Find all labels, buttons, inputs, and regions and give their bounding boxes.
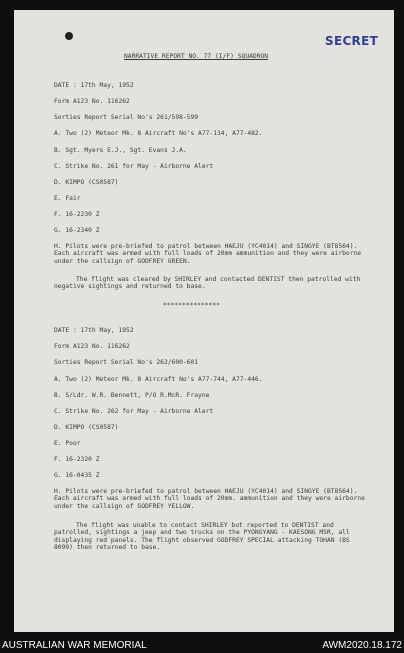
mission1-sorties: Sorties Report Serial No's 261/598-599: [54, 114, 199, 121]
mission1-summary: The flight was cleared by SHIRLEY and contacted DENTIST then patrolled with negative sightings and returned to base.: [54, 276, 361, 291]
secret-stamp: SECRET: [325, 34, 379, 48]
mission1-item-d: D. KIMPO (CS0587): [54, 179, 119, 186]
mission2-sorties: Sorties Report Serial No's 262/600-601: [54, 359, 199, 366]
mission1-item-e: E. Fair: [54, 195, 81, 202]
mission2-item-g: G. 16-0435 Z: [54, 472, 100, 479]
punch-hole-mark: [65, 32, 73, 40]
mission1-item-c: C. Strike No. 261 for May - Airborne Alert: [54, 163, 214, 170]
mission2-item-b: B. S/Ldr. W.R. Bennett, P/O R.McR. Frayne: [54, 392, 210, 399]
mission1-date: DATE : 17th May, 1952: [54, 82, 134, 89]
mission2-summary: The flight was unable to contact SHIRLEY but reported to DENTIST and patrolled, sightings a jeep and two trucks on the PYONGYANG - KAESONG MSR, all displaying red panels. The flight observed GODFREY SPECIAL attacking TOHAN (BS 8099) then returned to base.: [54, 522, 350, 552]
document-title: NARRATIVE REPORT NO. 77 (I/F) SQUADRON: [124, 53, 269, 60]
section-separator: ***************: [163, 302, 220, 309]
archive-reference: AWM2020.18.172: [322, 640, 402, 651]
document-page: [14, 10, 394, 632]
mission2-item-c: C. Strike No. 262 for May - Airborne Alert: [54, 408, 214, 415]
mission1-item-a: A. Two (2) Meteor Mk. 8 Aircraft No's A77-134, A77-482.: [54, 130, 263, 137]
mission1-item-f: F. 16-2230 Z: [54, 211, 100, 218]
mission2-form: Form A123 No. 116262: [54, 343, 130, 350]
mission2-item-e: E. Poor: [54, 440, 81, 447]
mission1-item-g: G. 16-2340 Z: [54, 227, 100, 234]
mission2-item-a: A. Two (2) Meteor Mk. 8 Aircraft No's A77-744, A77-446.: [54, 376, 263, 383]
mission2-item-h: H. Pilots were pre-briefed to patrol between HAEJU (YC4014) and SINGYE (BT8564). Each aircraft was armed with full loads of 20mm. ammunition and they were airborne under the callsign of GODFREY YELLOW.: [54, 488, 365, 510]
mission1-form: Form A123 No. 116262: [54, 98, 130, 105]
mission2-item-d: D. KIMPO (CS0587): [54, 424, 119, 431]
mission1-item-h: H. Pilots were pre-briefed to patrol between HAEJU (YC4014) and SINGYE (BT8564). Each aircraft was armed with full loads of 20mm ammunition and they were airborne under the callsign of GODFREY GREEN.: [54, 243, 362, 265]
mission2-date: DATE : 17th May, 1952: [54, 327, 134, 334]
archive-credit: AUSTRALIAN WAR MEMORIAL: [2, 640, 147, 651]
mission1-item-b: B. Sgt. Myers E.J., Sgt. Evans J.A.: [54, 147, 187, 154]
mission2-item-f: F. 16-2320 Z: [54, 456, 100, 463]
